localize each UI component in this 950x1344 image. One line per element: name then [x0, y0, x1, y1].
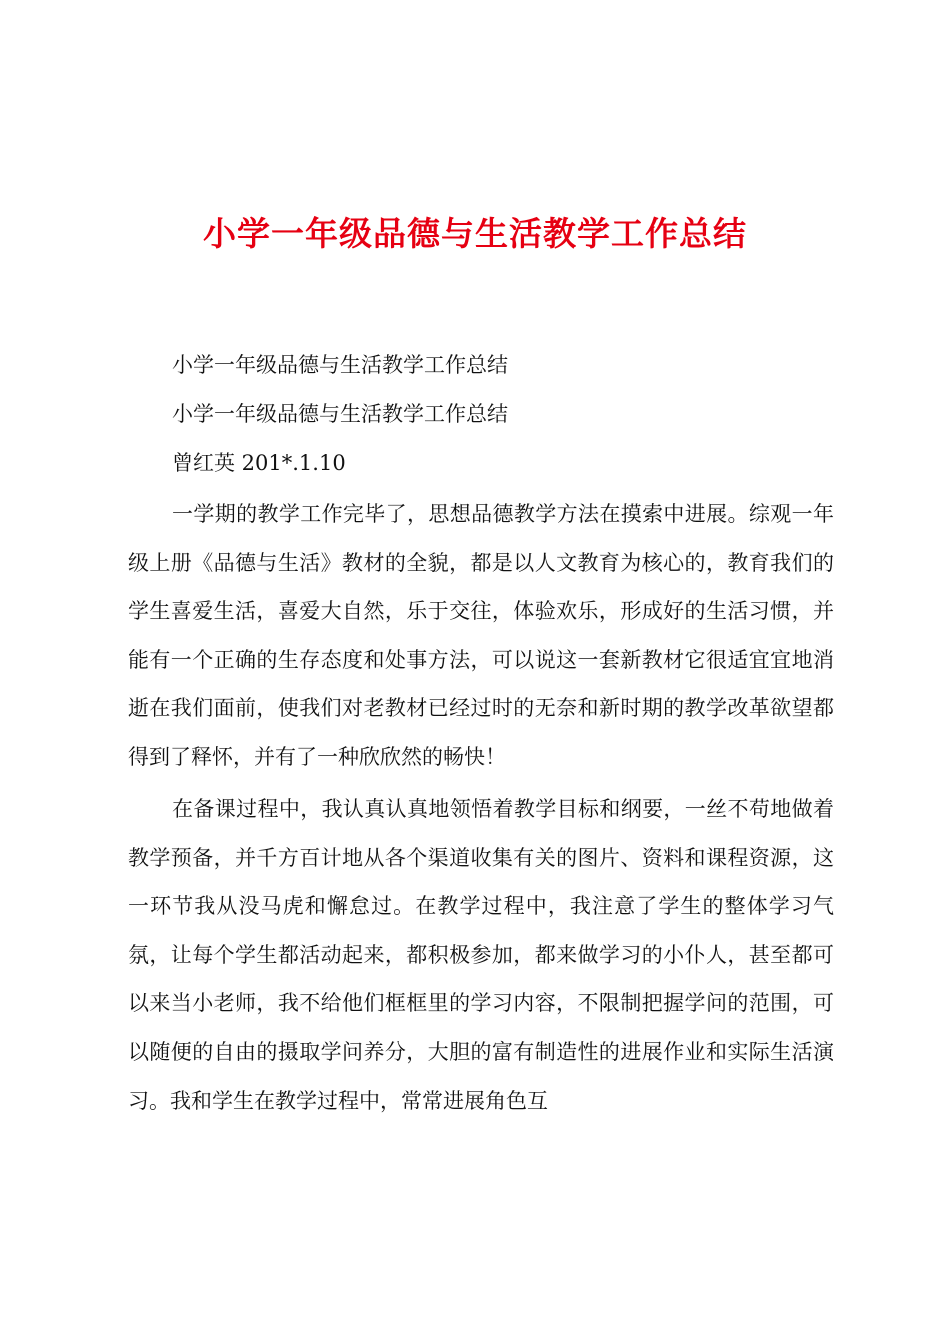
author-date-line: 曾红英 201*.1.10	[172, 451, 346, 475]
subtitle-line-1: 小学一年级品德与生活教学工作总结	[172, 353, 508, 377]
body-paragraph-1: 一学期的教学工作完毕了，思想品德教学方法在摸索中进展。综观一年级上册《品德与生活》教材的全貌，都是以人文教育为核心的，教育我们的学生喜爱生活，喜爱大自然，乐于交往，体验欢乐，形成好的生活习惯，并能有一个正确的生存态度和处事方法，可以说这一套新教材它很适宜宜地消逝在我们面前，使我们对老教材已经过时的无奈和新时期的教学改革欲望都得到了释怀，并有了一种欣欣然的畅快！	[128, 502, 834, 769]
document-title: 小学一年级品德与生活教学工作总结	[203, 214, 747, 253]
body-paragraph-1-block	[128, 490, 834, 782]
subtitle-line-2: 小学一年级品德与生活教学工作总结	[172, 402, 508, 426]
body-paragraph-2: 在备课过程中，我认真认真地领悟着教学目标和纲要，一丝不苟地做着教学预备，并千方百计地从各个渠道收集有关的图片、资料和课程资源，这一环节我从没马虎和懈怠过。在教学过程中，我注意了学生的整体学习气氛，让每个学生都活动起来，都积极参加，都来做学习的小仆人，甚至都可以来当小老师，我不给他们框框里的学习内容，不限制把握学问的范围，可以随便的自由的摄取学问养分，大胆的富有制造性的进展作业和实际生活演习。我和学生在教学过程中，常常进展角色互	[128, 797, 834, 1113]
body-paragraph-2-block	[128, 785, 834, 1125]
